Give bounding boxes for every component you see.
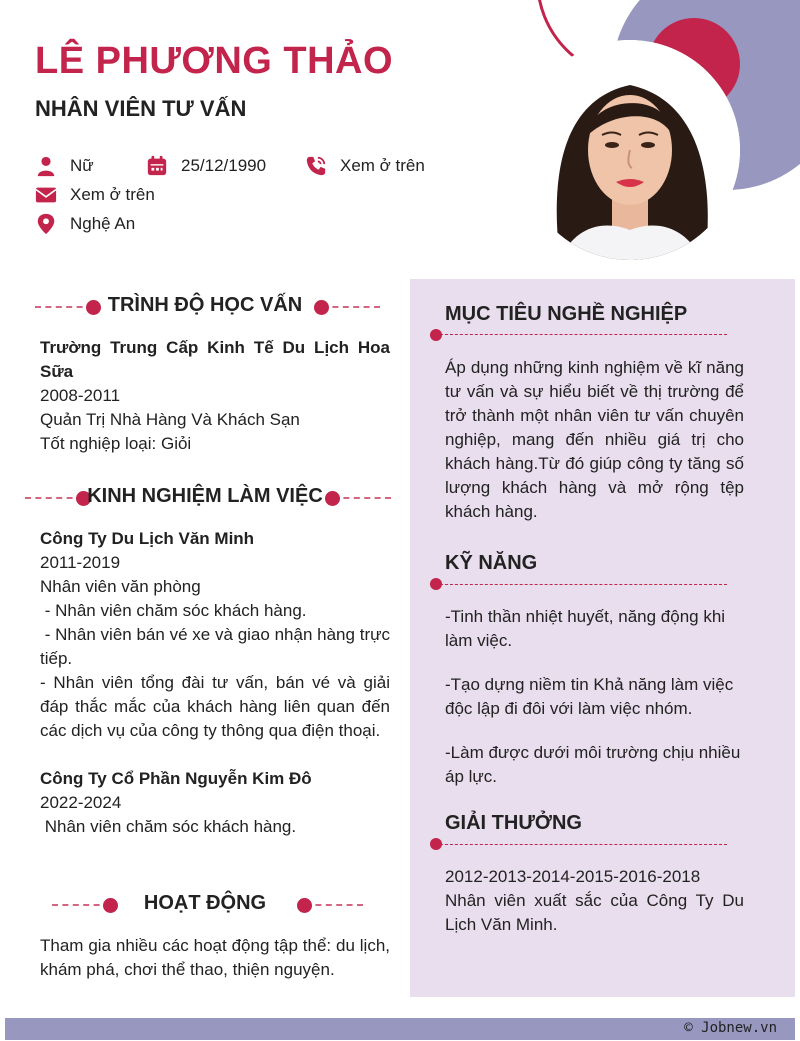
divider bbox=[430, 334, 727, 335]
job-duty: - Nhân viên bán vé xe và giao nhận hàng trực tiếp. bbox=[40, 625, 395, 668]
gender-value: Nữ bbox=[70, 156, 94, 175]
bullet-dot bbox=[430, 838, 442, 850]
job-position: Nhân viên chăm sóc khách hàng. bbox=[40, 817, 297, 836]
experience-heading bbox=[0, 483, 410, 513]
footer-bar bbox=[5, 1018, 795, 1040]
candidate-role: NHÂN VIÊN TƯ VẤN bbox=[35, 96, 247, 121]
awards-years: 2012-2013-2014-2015-2016-2018 bbox=[445, 867, 701, 886]
experience-title: KINH NGHIỆM LÀM VIỆC bbox=[87, 485, 323, 507]
skill-item: -Làm được dưới môi trường chịu nhiều áp lực. bbox=[445, 743, 741, 786]
contact-address bbox=[35, 213, 135, 235]
education-years: 2008-2011 bbox=[40, 386, 121, 405]
address-value: Nghệ An bbox=[70, 214, 136, 233]
divider bbox=[430, 844, 727, 845]
contact-email bbox=[35, 184, 155, 206]
awards-section bbox=[445, 865, 744, 937]
phone-value: Xem ở trên bbox=[340, 156, 425, 175]
contact-phone bbox=[305, 155, 425, 177]
birthdate-value: 25/12/1990 bbox=[181, 156, 267, 175]
job-company: Công Ty Cổ Phần Nguyễn Kim Đô bbox=[40, 769, 312, 788]
education-section bbox=[40, 336, 390, 456]
awards-text: Nhân viên xuất sắc của Công Ty Du Lịch Văn Minh. bbox=[445, 891, 744, 934]
job-position: Nhân viên văn phòng bbox=[40, 577, 201, 596]
job-years: 2011-2019 bbox=[40, 553, 121, 572]
bullet-dot bbox=[430, 329, 442, 341]
contact-gender bbox=[35, 155, 94, 177]
divider bbox=[430, 584, 727, 585]
calendar-icon bbox=[146, 155, 168, 177]
skills-title: KỸ NĂNG bbox=[445, 552, 538, 574]
experience-section bbox=[40, 527, 395, 839]
job-years: 2022-2024 bbox=[40, 793, 122, 812]
bullet-dot bbox=[430, 578, 442, 590]
education-grade: Tốt nghiệp loại: Giỏi bbox=[40, 434, 192, 453]
email-icon bbox=[35, 184, 57, 206]
skill-item: -Tinh thần nhiệt huyết, năng động khi làm việc. bbox=[445, 607, 726, 650]
awards-title: GIẢI THƯỞNG bbox=[445, 812, 582, 834]
education-heading bbox=[0, 292, 410, 322]
activities-text: Tham gia nhiều các hoạt động tập thể: du lịch, khám phá, chơi thể thao, thiện nguyện. bbox=[40, 936, 390, 979]
job-duty: - Nhân viên tổng đài tư vấn, bán vé và giải đáp thắc mắc của khách hàng liên quan đến các dịch vụ của công ty thông qua điện thoại. bbox=[40, 673, 390, 740]
user-icon bbox=[35, 155, 57, 177]
activities-heading bbox=[0, 890, 410, 920]
objective-text: Áp dụng những kinh nghiệm về kĩ năng tư vấn và sự hiểu biết về thị trường để trở thành một nhân viên tư vấn chuyên nghiệp, mang đến nhiều giá trị cho khách hàng.Từ đó giúp công ty tăng số lượng khách hàng và mở rộng tệp khách hàng. bbox=[445, 358, 744, 521]
activities-title: HOẠT ĐỘNG bbox=[143, 892, 267, 914]
skill-item: -Tạo dựng niềm tin Khả năng làm việc độc lập đi đôi với làm việc nhóm. bbox=[445, 675, 734, 718]
profile-photo bbox=[520, 40, 740, 260]
education-title: TRÌNH ĐỘ HỌC VẤN bbox=[107, 294, 303, 316]
job-company: Công Ty Du Lịch Văn Minh bbox=[40, 529, 255, 548]
job-duty: - Nhân viên chăm sóc khách hàng. bbox=[40, 601, 307, 620]
location-icon bbox=[35, 213, 57, 235]
phone-icon bbox=[305, 155, 327, 177]
education-major: Quản Trị Nhà Hàng Và Khách Sạn bbox=[40, 410, 300, 429]
candidate-name: LÊ PHƯƠNG THẢO bbox=[35, 40, 394, 82]
email-value: Xem ở trên bbox=[70, 185, 155, 204]
objective-title: MỤC TIÊU NGHỀ NGHIỆP bbox=[445, 303, 688, 325]
education-school: Trường Trung Cấp Kinh Tế Du Lịch Hoa Sữa bbox=[40, 338, 390, 381]
footer-credit: © Jobnew.vn bbox=[684, 1020, 777, 1036]
contact-birthdate bbox=[146, 155, 266, 177]
